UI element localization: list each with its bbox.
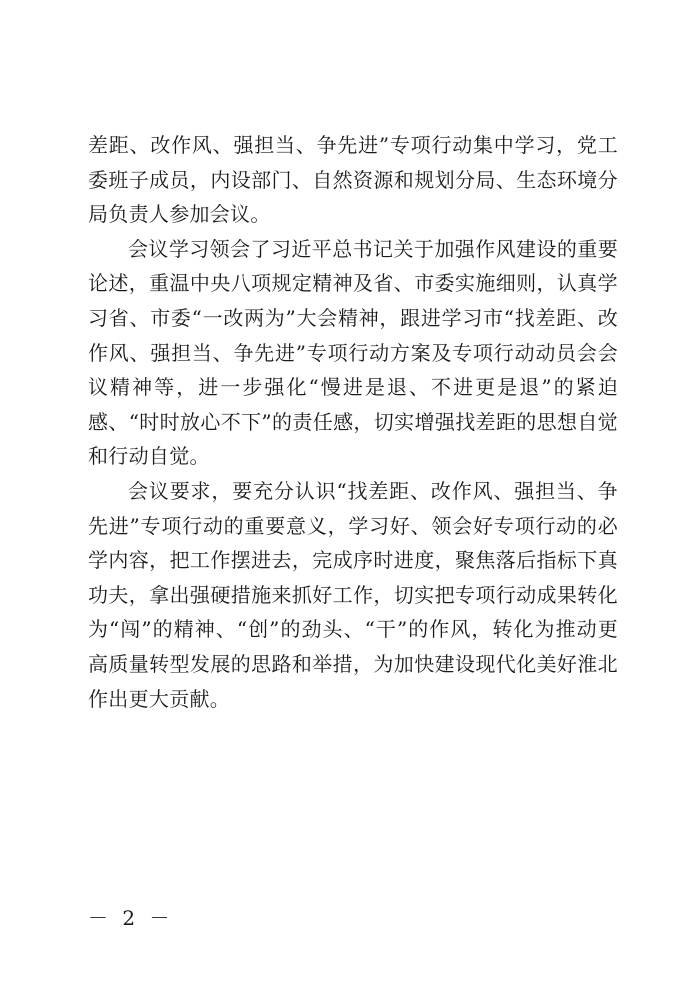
- paragraph-study: 会议学习领会了习近平总书记关于加强作风建设的重要论述，重温中央八项规定精神及省、市委实施细则，认真学习省、市委“一改两为”大会精神，跟进学习市“找差距、改作风、强担当、争先进”专项行动方案及专项行动动员会会议精神等，进一步强化“慢进是退、不进更是退”的紧迫感、“时时放心不下”的责任感，切实增强找差距的思想自觉和行动自觉。: [88, 236, 618, 469]
- paragraph-continuation: 差距、改作风、强担当、争先进”专项行动集中学习，党工委班子成员，内设部门、自然资源和规划分局、生态环境分局负责人参加会议。: [88, 133, 618, 227]
- paragraph-requirements: 会议要求，要充分认识“找差距、改作风、强担当、争先进”专项行动的重要意义，学习好、领会好专项行动的必学内容，把工作摆进去，完成序时进度，聚焦落后指标下真功夫，拿出强硬措施来抓好工作，切实把专项行动成果转化为“闯”的精神、“创”的劲头、“干”的作风，转化为推动更高质量转型发展的思路和举措，为加快建设现代化美好淮北作出更大贡献。: [88, 478, 618, 711]
- document-body: [88, 128, 618, 716]
- page-number: － 2 －: [88, 906, 174, 930]
